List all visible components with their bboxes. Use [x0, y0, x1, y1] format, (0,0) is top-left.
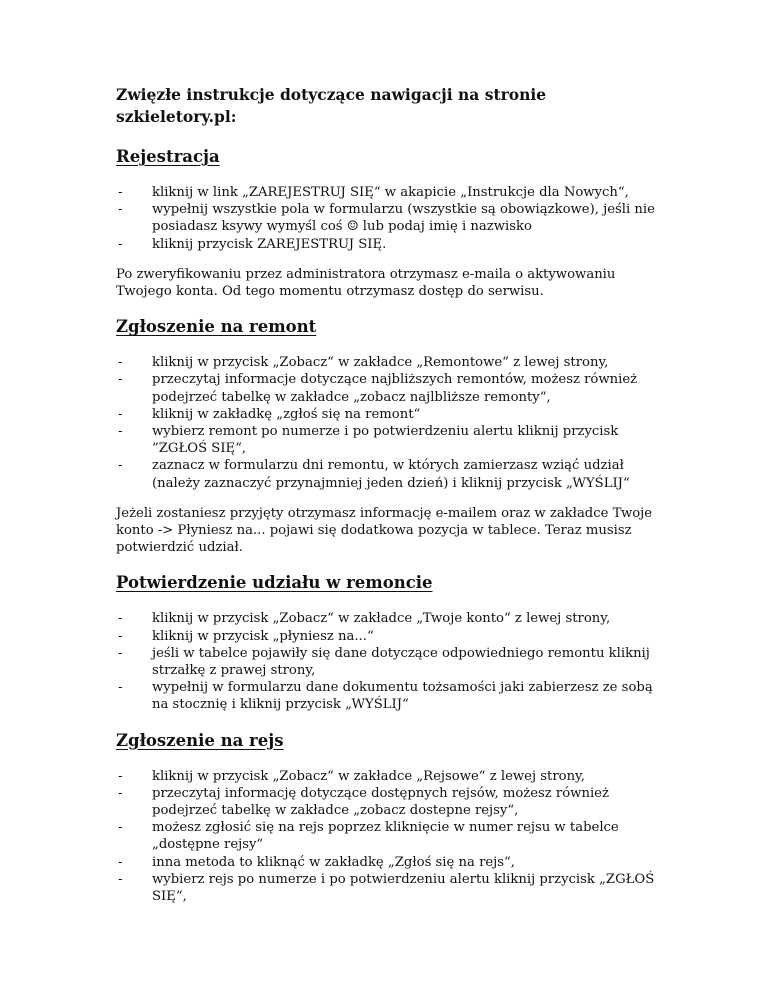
- list-item: - kliknij w zakładkę „zgłoś się na remont“: [116, 406, 672, 423]
- list-item: - kliknij w przycisk „Zobacz“ w zakładce „Remontowe“ z lewej strony,: [116, 354, 672, 371]
- list-item: - kliknij w przycisk „Zobacz“ w zakładce „Rejsowe“ z lewej strony,: [116, 768, 672, 785]
- list-item: - możesz zgłosić się na rejs poprzez kliknięcie w numer rejsu w tabelce „dostępne rejsy“: [116, 819, 672, 853]
- document-page: [116, 84, 672, 918]
- list-item: - kliknij przycisk ZAREJESTRUJ SIĘ.: [116, 236, 672, 253]
- section-potwierdzenie-udzialu: [116, 571, 672, 728]
- bullet-list: [116, 354, 672, 492]
- list-item: - inna metoda to kliknąć w zakładkę „Zgłoś się na rejs“,: [116, 854, 672, 871]
- list-item: - kliknij w link „ZAREJESTRUJ SIĘ“ w akapicie „Instrukcje dla Nowych“,: [116, 184, 672, 201]
- document-title: Zwięzłe instrukcje dotyczące nawigacji na stronie szkieletory.pl:: [116, 85, 547, 126]
- bullet-list: [116, 610, 672, 713]
- section-heading: Potwierdzenie udziału w remoncie: [116, 573, 433, 593]
- list-item: - zaznacz w formularzu dni remontu, w których zamierzasz wziąć udział (należy zaznaczyć przynajmniej jeden dzień) i kliknij przycisk „WYŚLIJ“: [116, 457, 672, 491]
- list-item: - jeśli w tabelce pojawiły się dane dotyczące odpowiedniego remontu kliknij strzałkę z prawej strony,: [116, 645, 672, 679]
- section-paragraph: Jeżeli zostaniesz przyjęty otrzymasz informację e-mailem oraz w zakładce Twoje konto -> Płyniesz na... pojawi się dodatkowa pozycja w tablece. Teraz musisz potwierdzić udział.: [116, 505, 653, 556]
- section-paragraph: Po zweryfikowaniu przez administratora otrzymasz e-maila o aktywowaniu Twojego konta. Od tego momentu otrzymasz dostęp do serwisu.: [116, 266, 616, 300]
- bullet-list: [116, 184, 672, 253]
- section-heading: Zgłoszenie na rejs: [116, 730, 284, 750]
- list-item: - wypełnij wszystkie pola w formularzu (wszystkie są obowiązkowe), jeśli nie posiadasz ksywy wymyśl coś ☺ lub podaj imię i nazwisko: [116, 201, 672, 235]
- list-item: - przeczytaj informacje dotyczące najbliższych remontów, możesz również podejrzeć tabelkę w zakładce „zobacz najlbliższe remonty“,: [116, 371, 672, 405]
- section-heading: Zgłoszenie na remont: [116, 317, 317, 337]
- list-item: - kliknij w przycisk „Zobacz“ w zakładce „Twoje konto“ z lewej strony,: [116, 610, 672, 627]
- bullet-list: [116, 768, 672, 906]
- list-item: - wybierz remont po numerze i po potwierdzeniu alertu kliknij przycisk ”ZGŁOŚ SIĘ“,: [116, 423, 672, 457]
- list-item: - wybierz rejs po numerze i po potwierdzeniu alertu kliknij przycisk „ZGŁOŚ SIĘ“,: [116, 871, 672, 905]
- section-zgloszenie-na-rejs: [116, 729, 672, 906]
- list-item: - wypełnij w formularzu dane dokumentu tożsamości jaki zabierzesz ze sobą na stocznię i kliknij przycisk „WYŚLIJ“: [116, 679, 672, 713]
- section-heading: Rejestracja: [116, 147, 220, 166]
- section-rejestracja: [116, 145, 672, 300]
- list-item: - kliknij w przycisk „płyniesz na...“: [116, 628, 672, 645]
- section-zgloszenie-na-remont: [116, 315, 672, 556]
- list-item: - przeczytaj informację dotyczące dostępnych rejsów, możesz również podejrzeć tabelkę w zakładce „zobacz dostepne rejsy“,: [116, 785, 672, 819]
